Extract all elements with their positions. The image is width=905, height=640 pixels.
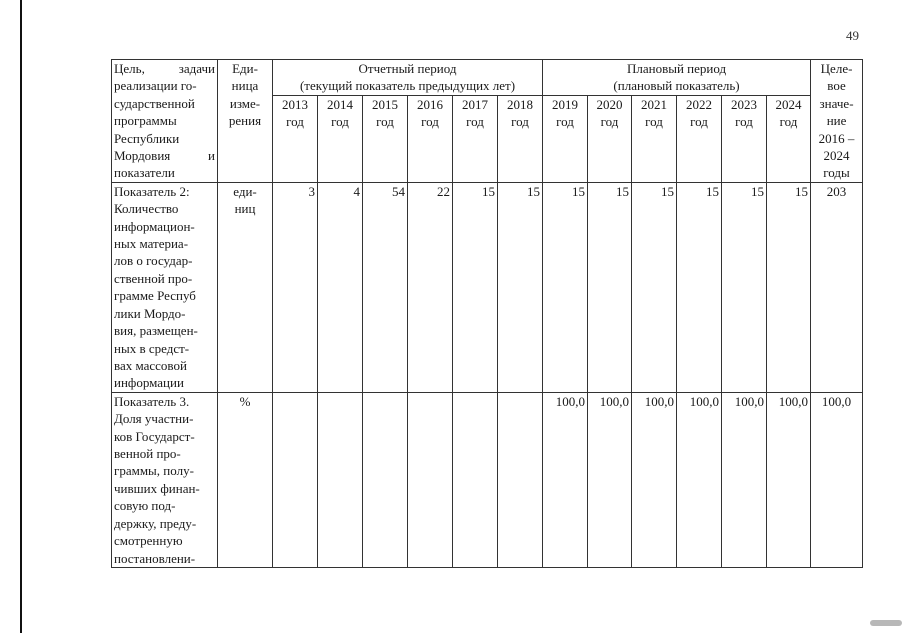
indicator-label-line: вия, размещен- [114, 323, 198, 339]
year-header-cell [408, 95, 453, 182]
value-cell: 15 [588, 182, 632, 392]
header-goal-line: сударственной [114, 95, 195, 111]
value-cell [363, 392, 408, 567]
planned-period-title: Плановый период [626, 61, 727, 76]
year-word: год [556, 114, 574, 130]
header-target-line: 2016 – [818, 130, 855, 146]
value-cell: 100,0 [677, 392, 722, 567]
year-word: год [600, 114, 619, 130]
indicator-label-cell [112, 182, 218, 392]
indicator-label-line: Показатель 3. [114, 393, 190, 409]
value-cell: 15 [498, 182, 543, 392]
value-cell: 54 [363, 182, 408, 392]
value-cell: 100,0 [588, 392, 632, 567]
indicator-label-line: ных в средст- [114, 340, 190, 356]
indicator-label-line: Показатель 2: [114, 183, 190, 199]
value-cell: 22 [408, 182, 453, 392]
indicator-label-line: грамме Респуб [114, 288, 196, 304]
header-goal-line: показатели [114, 165, 175, 181]
indicator-unit-line: ниц [234, 201, 256, 217]
value-cell [273, 392, 318, 567]
indicator-label-line: лики Мордо- [114, 305, 186, 321]
indicator-label-line: ков Государст- [114, 428, 195, 444]
table-row [112, 392, 863, 567]
reporting-period-header [273, 60, 543, 96]
year-header-cell [632, 95, 677, 182]
header-target-line: значе- [819, 95, 854, 111]
year-number: 2020 [596, 96, 623, 112]
year-word: год [286, 114, 304, 130]
header-target-line: годы [823, 165, 850, 181]
indicator-label-line: постановлени- [114, 550, 196, 566]
indicator-unit-cell [218, 392, 273, 567]
year-header-cell [453, 95, 498, 182]
year-header-cell [498, 95, 543, 182]
value-cell: 100,0 [767, 392, 811, 567]
indicator-unit-cell [218, 182, 273, 392]
year-word: год [331, 114, 349, 130]
header-goal-line: Цель, задачи [114, 61, 215, 76]
reporting-period-note: (текущий показатель предыдущих лет) [299, 78, 516, 94]
header-target-line: 2024 [823, 148, 850, 164]
year-header-cell [273, 95, 318, 182]
year-number: 2023 [731, 96, 757, 112]
indicators-table [111, 59, 863, 568]
header-unit-cell [218, 60, 273, 183]
value-cell: 4 [318, 182, 363, 392]
value-cell: 100,0 [543, 392, 588, 567]
header-goal-line: реализации го- [114, 78, 197, 94]
year-number: 2018 [507, 96, 533, 112]
value-cell: 15 [453, 182, 498, 392]
year-number: 2014 [327, 96, 353, 112]
indicator-label-line: Количество [114, 201, 179, 217]
scan-corner-mark [870, 620, 902, 626]
indicator-label-line: совую под- [114, 498, 176, 514]
header-target-cell [811, 60, 863, 183]
value-cell [453, 392, 498, 567]
year-number: 2017 [462, 96, 488, 112]
header-target-line: вое [827, 78, 846, 94]
header-unit-line: рения [228, 113, 262, 129]
year-header-cell [363, 95, 408, 182]
value-cell: 100,0 [632, 392, 677, 567]
target-value-cell: 100,0 [811, 392, 863, 567]
year-word: год [690, 114, 708, 130]
year-header-cell [318, 95, 363, 182]
year-word: год [735, 114, 753, 130]
year-word: год [466, 114, 484, 130]
indicator-label-line: информации [114, 375, 184, 391]
planned-period-header [543, 60, 811, 96]
indicator-label-line: вах массовой [114, 357, 187, 373]
header-goal-line: Республики [114, 130, 180, 146]
header-unit-line: ница [231, 78, 259, 94]
indicator-label-line: держку, преду- [114, 515, 197, 531]
year-number: 2022 [686, 96, 712, 112]
indicator-label-line: венной про- [114, 446, 181, 462]
year-number: 2015 [372, 96, 398, 112]
indicator-label-line: лов о государ- [114, 253, 193, 269]
indicator-unit-line: % [239, 393, 251, 409]
value-cell: 15 [767, 182, 811, 392]
indicator-label-line: Доля участни- [114, 411, 194, 427]
value-cell [318, 392, 363, 567]
year-word: год [421, 114, 439, 130]
value-cell: 15 [632, 182, 677, 392]
header-goal-line: программы [114, 113, 177, 129]
year-number: 2016 [417, 96, 443, 112]
table-row [112, 182, 863, 392]
indicator-label-line: граммы, полу- [114, 463, 194, 479]
value-cell: 3 [273, 182, 318, 392]
year-number: 2019 [552, 96, 578, 112]
target-value-cell: 203 [811, 182, 863, 392]
year-word: год [511, 114, 529, 130]
year-word: год [376, 114, 394, 130]
indicator-label-line: информацион- [114, 218, 195, 234]
year-header-cell [722, 95, 767, 182]
year-header-cell [543, 95, 588, 182]
indicator-unit-line: еди- [233, 183, 257, 199]
header-goal-cell [112, 60, 218, 183]
indicator-label-cell [112, 392, 218, 567]
indicator-label-line: чивших финан- [114, 480, 200, 496]
value-cell: 15 [722, 182, 767, 392]
header-goal-line: Мордовия и [114, 148, 215, 164]
header-unit-line: Еди- [232, 61, 258, 76]
year-header-cell [767, 95, 811, 182]
page-number: 49 [846, 28, 859, 43]
year-word: год [645, 114, 663, 130]
value-cell: 15 [677, 182, 722, 392]
header-target-line: Целе- [820, 61, 853, 76]
year-number: 2021 [641, 96, 667, 112]
year-header-cell [677, 95, 722, 182]
indicator-label-line: ных материа- [114, 236, 189, 252]
reporting-period-title: Отчетный период [358, 61, 457, 76]
year-number: 2024 [775, 96, 802, 112]
value-cell [498, 392, 543, 567]
indicator-label-line: смотренную [114, 533, 183, 549]
planned-period-note: (плановый показатель) [613, 78, 740, 94]
indicator-label-line: ственной про- [114, 270, 193, 286]
year-word: год [779, 114, 798, 130]
header-unit-line: изме- [229, 95, 261, 111]
header-target-line: ние [826, 113, 847, 129]
value-cell: 15 [543, 182, 588, 392]
value-cell: 100,0 [722, 392, 767, 567]
year-header-cell [588, 95, 632, 182]
year-number: 2013 [282, 96, 308, 112]
value-cell [408, 392, 453, 567]
left-margin-rule [20, 0, 22, 633]
